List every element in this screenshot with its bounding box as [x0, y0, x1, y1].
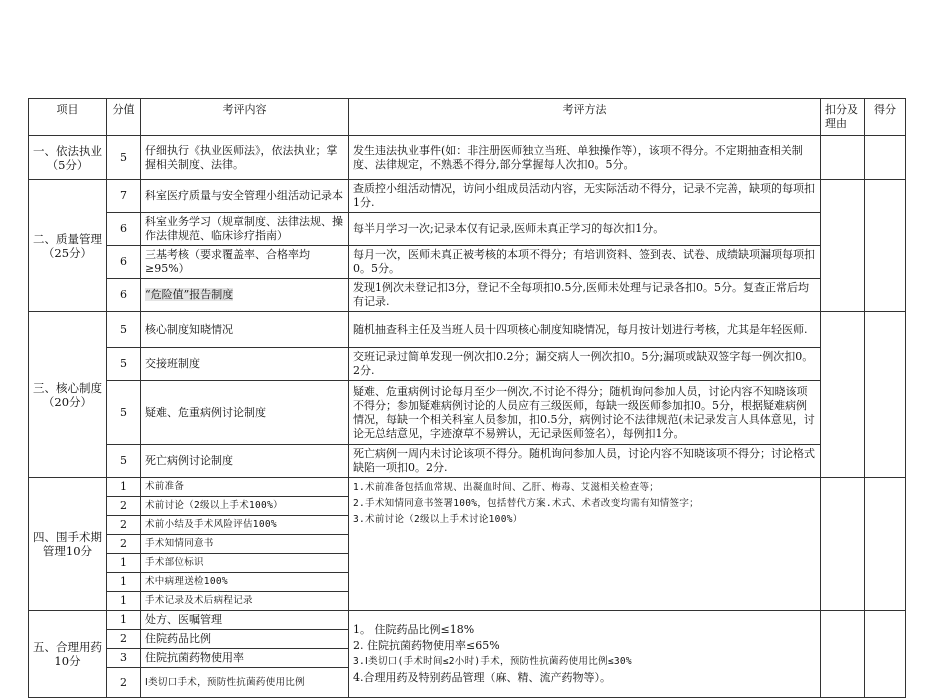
- table-row: [29, 348, 906, 381]
- section-title: 五、合理用药10分: [29, 611, 107, 698]
- score-cell: 2: [107, 630, 141, 649]
- method-cell: 随机抽查科主任及当班人员十四项核心制度知晓情况，每月按计划进行考核，尤其是年轻医师.: [349, 312, 821, 348]
- content-cell: 手术部位标识: [141, 554, 349, 573]
- method-line: 3.Ⅰ类切口(手术时间≤2小时)手术，预防性抗菌药使用比例≤30%: [353, 656, 632, 667]
- score-cell: 2: [107, 535, 141, 554]
- table-row: [29, 136, 906, 180]
- result-cell[interactable]: [865, 136, 906, 180]
- section-title: 一、依法执业（5分）: [29, 136, 107, 180]
- score-cell: 5: [107, 381, 141, 445]
- method-cell: [349, 478, 821, 611]
- content-cell: 术前准备: [141, 478, 349, 497]
- section-title: 四、围手术期管理10分: [29, 478, 107, 611]
- deduct-cell[interactable]: [821, 611, 865, 698]
- score-cell: 1: [107, 611, 141, 630]
- result-cell[interactable]: [865, 611, 906, 698]
- evaluation-document: [28, 98, 905, 698]
- score-cell: 1: [107, 478, 141, 497]
- result-cell[interactable]: [865, 180, 906, 312]
- header-method: 考评方法: [349, 99, 821, 136]
- method-cell: 查质控小组活动情况，访问小组成员活动内容，无实际活动不得分，记录不完善，缺项的每项扣1分.: [349, 180, 821, 213]
- method-line: 3.术前讨论（2级以上手术讨论100%）: [353, 514, 523, 525]
- header-content: 考评内容: [141, 99, 349, 136]
- score-cell: 5: [107, 312, 141, 348]
- section-title: [29, 180, 107, 312]
- content-cell: [141, 279, 349, 312]
- score-cell: 2: [107, 497, 141, 516]
- header-deduct: 扣分及理由: [821, 99, 865, 136]
- highlighted-text: “危险值”报告制度: [145, 288, 234, 301]
- deduct-cell[interactable]: [821, 478, 865, 611]
- method-cell: 每半月学习一次;记录本仅有记录,医师未真正学习的每次扣1分。: [349, 213, 821, 246]
- score-cell: 1: [107, 592, 141, 611]
- content-cell: 三基考核（要求覆盖率、合格率均≥95%）: [141, 246, 349, 279]
- content-cell: 交接班制度: [141, 348, 349, 381]
- method-cell: 发生违法执业事件(如：非注册医师独立当班、单独操作等），该项不得分。不定期抽查相关制度、法律规定，不熟悉不得分,部分掌握每人次扣0。5分。: [349, 136, 821, 180]
- score-cell: 1: [107, 573, 141, 592]
- header-result: 得分: [865, 99, 906, 136]
- table-row: [29, 279, 906, 312]
- section-title-sub: （25分）: [42, 245, 93, 260]
- score-cell: 6: [107, 213, 141, 246]
- table-row: [29, 478, 906, 497]
- method-line: 2.手术知情同意书签署100%，包括替代方案.术式、术者改变均需有知情签字；: [353, 498, 699, 509]
- content-cell: 疑难、危重病例讨论制度: [141, 381, 349, 445]
- score-cell: 3: [107, 649, 141, 668]
- result-cell[interactable]: [865, 478, 906, 611]
- table-row: [29, 445, 906, 478]
- score-cell: 5: [107, 348, 141, 381]
- content-cell: 科室医疗质量与安全管理小组活动记录本: [141, 180, 349, 213]
- method-cell: 死亡病例一周内未讨论该项不得分。随机询问参加人员，讨论内容不知晓该项不得分；讨论格式缺陷一项扣0。2分.: [349, 445, 821, 478]
- header-item: 项目: [29, 99, 107, 136]
- content-cell: Ⅰ类切口手术，预防性抗菌药使用比例: [141, 668, 349, 698]
- header-row: [29, 99, 906, 136]
- evaluation-table: [28, 98, 906, 698]
- content-cell: 仔细执行《执业医师法》，依法执业；掌握相关制度、法律。: [141, 136, 349, 180]
- score-cell: 5: [107, 445, 141, 478]
- score-cell: 7: [107, 180, 141, 213]
- content-cell: 术前小结及手术风险评估100%: [141, 516, 349, 535]
- score-cell: 5: [107, 136, 141, 180]
- table-row: [29, 180, 906, 213]
- content-cell: 术中病理送检100%: [141, 573, 349, 592]
- header-score: 分值: [107, 99, 141, 136]
- method-cell: 发现1例次未登记扣3分，登记不全每项扣0.5分,医师未处理与记录各扣0。5分。复查正常后均有记录.: [349, 279, 821, 312]
- section-title-main: 二、质量管理: [33, 231, 102, 246]
- section-title-sub: （20分）: [42, 394, 93, 409]
- method-cell: 疑难、危重病例讨论每月至少一例次,不讨论不得分；随机询问参加人员，讨论内容不知晓该项不得分；参加疑难病例讨论的人员应有三级医师，每缺一级医师参加扣0。5分，根据疑难病例情况，每缺一个相关科室人员参加，扣0.5分，病例讨论不法律规范(未记录发言人具体意见，讨论无总结意见，字迹潦草不易辨认，无记录医师签名），每例扣1分。: [349, 381, 821, 445]
- score-cell: 2: [107, 668, 141, 698]
- table-row: [29, 611, 906, 630]
- result-cell[interactable]: [865, 312, 906, 478]
- table-row: [29, 312, 906, 348]
- deduct-cell[interactable]: [821, 136, 865, 180]
- method-line: 1.术前准备包括血常规、出凝血时间、乙肝、梅毒、艾滋相关检查等；: [353, 482, 660, 493]
- method-cell: 每月一次，医师未真正被考核的本项不得分；有培训资料、签到表、试卷、成绩缺项漏项每项扣0。5分。: [349, 246, 821, 279]
- content-cell: 手术记录及术后病程记录: [141, 592, 349, 611]
- content-cell: 住院抗菌药物使用率: [141, 649, 349, 668]
- section-title: [29, 312, 107, 478]
- method-line: 2. 住院抗菌药物使用率≤65%: [353, 639, 500, 652]
- method-cell: [349, 611, 821, 698]
- content-cell: 死亡病例讨论制度: [141, 445, 349, 478]
- content-cell: 手术知情同意书: [141, 535, 349, 554]
- table-row: [29, 246, 906, 279]
- deduct-cell[interactable]: [821, 312, 865, 478]
- content-cell: 核心制度知晓情况: [141, 312, 349, 348]
- score-cell: 6: [107, 279, 141, 312]
- content-cell: 住院药品比例: [141, 630, 349, 649]
- method-line: 4.合理用药及特别药品管理（麻、精、流产药物等）。: [353, 671, 611, 684]
- table-row: [29, 213, 906, 246]
- content-cell: 术前讨论（2级以上手术100%）: [141, 497, 349, 516]
- content-cell: 科室业务学习（规章制度、法律法规、操作法律规范、临床诊疗指南）: [141, 213, 349, 246]
- deduct-cell[interactable]: [821, 180, 865, 312]
- section-title-main: 三、核心制度: [33, 380, 102, 395]
- score-cell: 6: [107, 246, 141, 279]
- content-cell: 处方、医嘱管理: [141, 611, 349, 630]
- method-line: 1。 住院药品比例≤18%: [353, 623, 475, 636]
- score-cell: 2: [107, 516, 141, 535]
- table-row: [29, 381, 906, 445]
- score-cell: 1: [107, 554, 141, 573]
- method-cell: 交班记录过简单发现一例次扣0.2分；漏交病人一例次扣0。5分;漏项或缺双签字每一例次扣0。2分.: [349, 348, 821, 381]
